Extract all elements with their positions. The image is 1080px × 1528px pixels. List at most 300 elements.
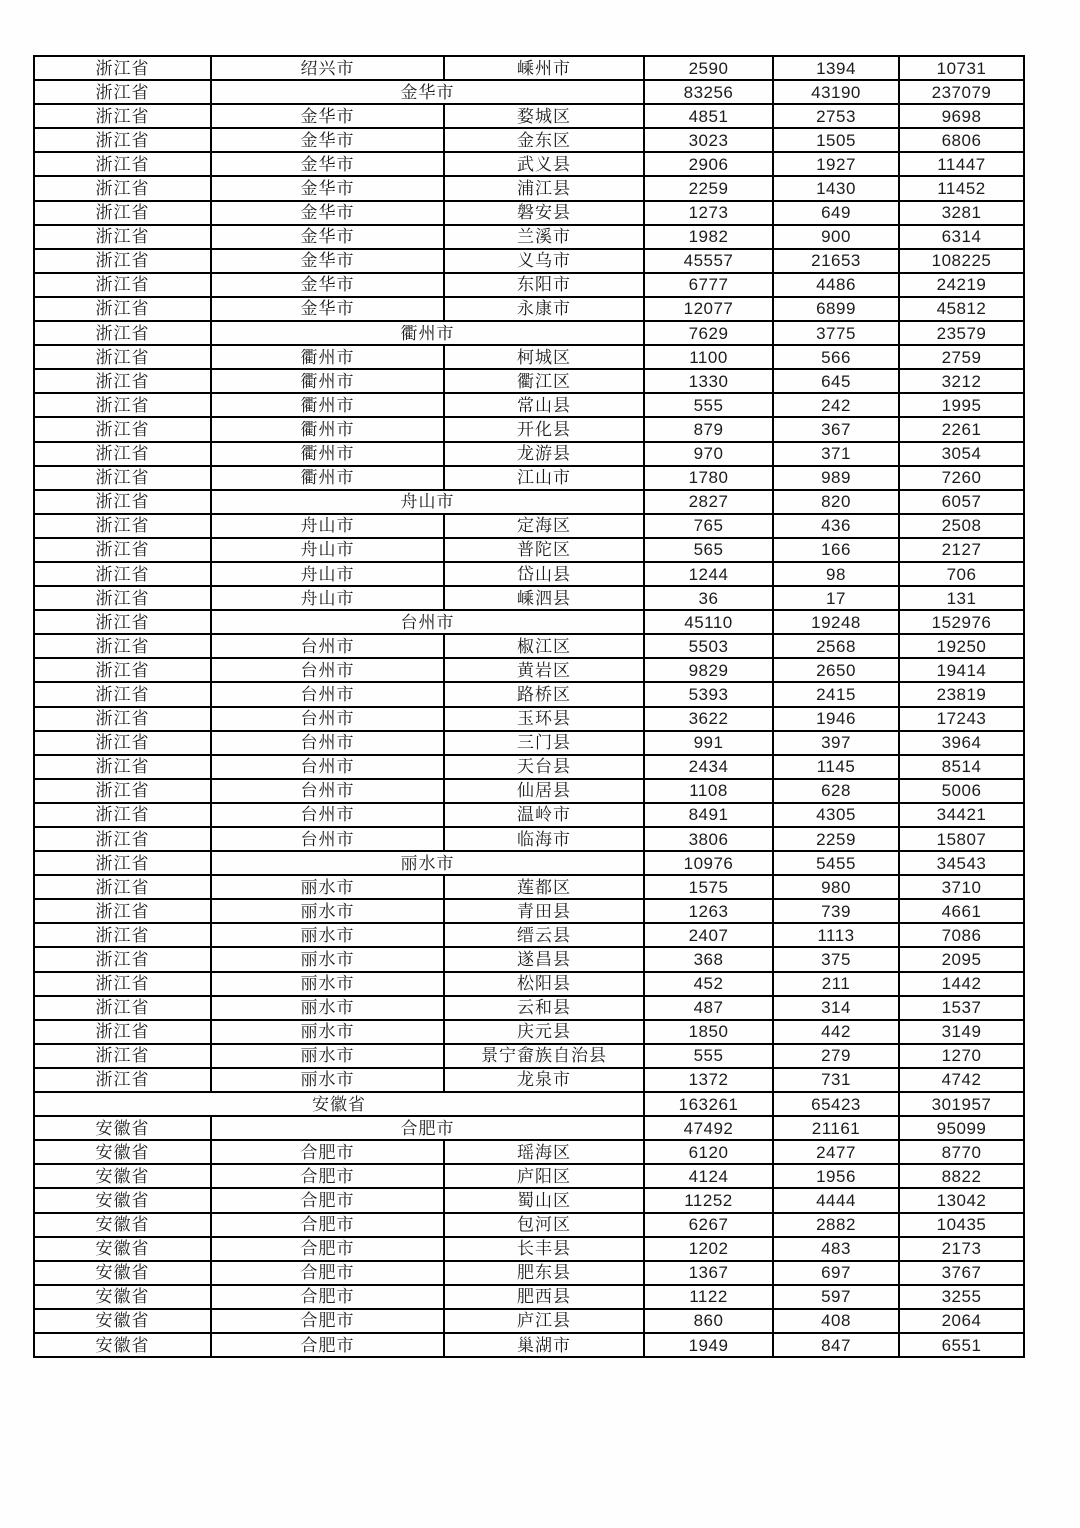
table-row bbox=[34, 779, 1024, 803]
value3-cell: 1270 bbox=[899, 1044, 1024, 1068]
district-cell: 开化县 bbox=[444, 417, 644, 441]
value2-cell: 483 bbox=[773, 1237, 899, 1261]
table-row bbox=[34, 393, 1024, 417]
table-row bbox=[34, 514, 1024, 538]
city-cell: 金华市 bbox=[211, 273, 444, 297]
value2-cell: 371 bbox=[773, 442, 899, 466]
value3-cell: 2173 bbox=[899, 1237, 1024, 1261]
value1-cell: 163261 bbox=[644, 1092, 773, 1116]
value3-cell: 11447 bbox=[899, 152, 1024, 176]
value2-cell: 4444 bbox=[773, 1188, 899, 1212]
province-cell: 安徽省 bbox=[34, 1309, 211, 1333]
value1-cell: 3622 bbox=[644, 707, 773, 731]
district-cell: 永康市 bbox=[444, 297, 644, 321]
city-cell: 丽水市 bbox=[211, 972, 444, 996]
value3-cell: 2508 bbox=[899, 514, 1024, 538]
value1-cell: 45557 bbox=[644, 249, 773, 273]
district-cell: 常山县 bbox=[444, 393, 644, 417]
value2-cell: 4305 bbox=[773, 803, 899, 827]
city-cell: 丽水市 bbox=[211, 947, 444, 971]
district-cell: 岱山县 bbox=[444, 562, 644, 586]
value1-cell: 11252 bbox=[644, 1188, 773, 1212]
value2-cell: 43190 bbox=[773, 80, 899, 104]
province-cell: 浙江省 bbox=[34, 490, 211, 514]
province-cell: 安徽省 bbox=[34, 1333, 211, 1357]
district-cell: 武义县 bbox=[444, 152, 644, 176]
city-cell: 合肥市 bbox=[211, 1140, 444, 1164]
city-cell: 合肥市 bbox=[211, 1285, 444, 1309]
province-cell: 浙江省 bbox=[34, 152, 211, 176]
value1-cell: 765 bbox=[644, 514, 773, 538]
district-cell: 仙居县 bbox=[444, 779, 644, 803]
province-cell: 浙江省 bbox=[34, 273, 211, 297]
city-cell: 金华市 bbox=[211, 297, 444, 321]
district-cell: 长丰县 bbox=[444, 1237, 644, 1261]
province-cell: 浙江省 bbox=[34, 321, 211, 345]
value2-cell: 65423 bbox=[773, 1092, 899, 1116]
district-cell: 路桥区 bbox=[444, 682, 644, 706]
table-row bbox=[34, 1140, 1024, 1164]
province-cell: 浙江省 bbox=[34, 610, 211, 634]
city-cell: 台州市 bbox=[211, 634, 444, 658]
value3-cell: 19414 bbox=[899, 658, 1024, 682]
province-cell: 浙江省 bbox=[34, 201, 211, 225]
value3-cell: 34421 bbox=[899, 803, 1024, 827]
city-cell: 衢州市 bbox=[211, 442, 444, 466]
value3-cell: 6057 bbox=[899, 490, 1024, 514]
province-cell: 浙江省 bbox=[34, 176, 211, 200]
value1-cell: 6267 bbox=[644, 1213, 773, 1237]
city-cell: 舟山市 bbox=[211, 562, 444, 586]
value2-cell: 2650 bbox=[773, 658, 899, 682]
district-cell: 嵊泗县 bbox=[444, 586, 644, 610]
value3-cell: 13042 bbox=[899, 1188, 1024, 1212]
table-row bbox=[34, 610, 1024, 634]
value2-cell: 1430 bbox=[773, 176, 899, 200]
city-cell: 台州市 bbox=[211, 682, 444, 706]
value1-cell: 1330 bbox=[644, 369, 773, 393]
province-cell: 安徽省 bbox=[34, 1164, 211, 1188]
province-cell: 浙江省 bbox=[34, 731, 211, 755]
value1-cell: 1372 bbox=[644, 1068, 773, 1092]
value2-cell: 900 bbox=[773, 225, 899, 249]
district-cell: 庐阳区 bbox=[444, 1164, 644, 1188]
district-cell: 临海市 bbox=[444, 827, 644, 851]
value2-cell: 1394 bbox=[773, 56, 899, 80]
table-row bbox=[34, 1116, 1024, 1140]
district-cell: 普陀区 bbox=[444, 538, 644, 562]
table-row bbox=[34, 1020, 1024, 1044]
city-summary-cell: 合肥市 bbox=[211, 1116, 644, 1140]
value2-cell: 6899 bbox=[773, 297, 899, 321]
value1-cell: 47492 bbox=[644, 1116, 773, 1140]
table-row bbox=[34, 851, 1024, 875]
province-cell: 浙江省 bbox=[34, 104, 211, 128]
table-row bbox=[34, 152, 1024, 176]
value1-cell: 3806 bbox=[644, 827, 773, 851]
city-cell: 衢州市 bbox=[211, 345, 444, 369]
value1-cell: 1100 bbox=[644, 345, 773, 369]
district-cell: 遂昌县 bbox=[444, 947, 644, 971]
value2-cell: 408 bbox=[773, 1309, 899, 1333]
province-cell: 浙江省 bbox=[34, 851, 211, 875]
table-row bbox=[34, 321, 1024, 345]
province-cell: 浙江省 bbox=[34, 1044, 211, 1068]
table-row bbox=[34, 923, 1024, 947]
value1-cell: 1982 bbox=[644, 225, 773, 249]
value2-cell: 649 bbox=[773, 201, 899, 225]
value1-cell: 1244 bbox=[644, 562, 773, 586]
value1-cell: 368 bbox=[644, 947, 773, 971]
value2-cell: 989 bbox=[773, 466, 899, 490]
value1-cell: 1263 bbox=[644, 899, 773, 923]
district-cell: 嵊州市 bbox=[444, 56, 644, 80]
table-row bbox=[34, 490, 1024, 514]
table-row bbox=[34, 1237, 1024, 1261]
province-cell: 浙江省 bbox=[34, 225, 211, 249]
value1-cell: 2434 bbox=[644, 755, 773, 779]
province-cell: 浙江省 bbox=[34, 514, 211, 538]
district-cell: 椒江区 bbox=[444, 634, 644, 658]
district-cell: 东阳市 bbox=[444, 273, 644, 297]
value1-cell: 4851 bbox=[644, 104, 773, 128]
province-cell: 浙江省 bbox=[34, 634, 211, 658]
city-cell: 台州市 bbox=[211, 827, 444, 851]
district-cell: 黄岩区 bbox=[444, 658, 644, 682]
table-row bbox=[34, 80, 1024, 104]
table-row bbox=[34, 417, 1024, 441]
value1-cell: 2906 bbox=[644, 152, 773, 176]
city-cell: 丽水市 bbox=[211, 996, 444, 1020]
district-cell: 云和县 bbox=[444, 996, 644, 1020]
district-cell: 江山市 bbox=[444, 466, 644, 490]
value3-cell: 8770 bbox=[899, 1140, 1024, 1164]
province-cell: 浙江省 bbox=[34, 417, 211, 441]
value3-cell: 24219 bbox=[899, 273, 1024, 297]
value3-cell: 108225 bbox=[899, 249, 1024, 273]
district-cell: 青田县 bbox=[444, 899, 644, 923]
table-row bbox=[34, 1068, 1024, 1092]
table-row bbox=[34, 875, 1024, 899]
district-cell: 龙泉市 bbox=[444, 1068, 644, 1092]
value3-cell: 45812 bbox=[899, 297, 1024, 321]
value2-cell: 1145 bbox=[773, 755, 899, 779]
value1-cell: 1122 bbox=[644, 1285, 773, 1309]
city-cell: 舟山市 bbox=[211, 514, 444, 538]
value2-cell: 211 bbox=[773, 972, 899, 996]
value2-cell: 628 bbox=[773, 779, 899, 803]
province-cell: 浙江省 bbox=[34, 128, 211, 152]
table-row bbox=[34, 947, 1024, 971]
table-row bbox=[34, 972, 1024, 996]
district-cell: 玉环县 bbox=[444, 707, 644, 731]
table-row bbox=[34, 731, 1024, 755]
value2-cell: 2882 bbox=[773, 1213, 899, 1237]
value1-cell: 5503 bbox=[644, 634, 773, 658]
value3-cell: 4742 bbox=[899, 1068, 1024, 1092]
value3-cell: 5006 bbox=[899, 779, 1024, 803]
value2-cell: 566 bbox=[773, 345, 899, 369]
value3-cell: 131 bbox=[899, 586, 1024, 610]
value1-cell: 860 bbox=[644, 1309, 773, 1333]
city-cell: 合肥市 bbox=[211, 1213, 444, 1237]
table-row bbox=[34, 345, 1024, 369]
value1-cell: 3023 bbox=[644, 128, 773, 152]
province-cell: 浙江省 bbox=[34, 803, 211, 827]
value3-cell: 2261 bbox=[899, 417, 1024, 441]
province-cell: 浙江省 bbox=[34, 1068, 211, 1092]
value3-cell: 6551 bbox=[899, 1333, 1024, 1357]
table-row bbox=[34, 1333, 1024, 1357]
city-cell: 衢州市 bbox=[211, 393, 444, 417]
value2-cell: 17 bbox=[773, 586, 899, 610]
district-cell: 庆元县 bbox=[444, 1020, 644, 1044]
value1-cell: 45110 bbox=[644, 610, 773, 634]
district-cell: 温岭市 bbox=[444, 803, 644, 827]
value3-cell: 3149 bbox=[899, 1020, 1024, 1044]
value2-cell: 1956 bbox=[773, 1164, 899, 1188]
city-cell: 衢州市 bbox=[211, 466, 444, 490]
value1-cell: 452 bbox=[644, 972, 773, 996]
table-row bbox=[34, 899, 1024, 923]
district-cell: 柯城区 bbox=[444, 345, 644, 369]
value2-cell: 697 bbox=[773, 1261, 899, 1285]
province-cell: 浙江省 bbox=[34, 393, 211, 417]
table-row bbox=[34, 56, 1024, 80]
city-cell: 合肥市 bbox=[211, 1333, 444, 1357]
province-cell: 安徽省 bbox=[34, 1140, 211, 1164]
table-body bbox=[34, 56, 1024, 1357]
value3-cell: 4661 bbox=[899, 899, 1024, 923]
value2-cell: 731 bbox=[773, 1068, 899, 1092]
district-cell: 三门县 bbox=[444, 731, 644, 755]
value2-cell: 3775 bbox=[773, 321, 899, 345]
value1-cell: 1108 bbox=[644, 779, 773, 803]
value3-cell: 15807 bbox=[899, 827, 1024, 851]
value1-cell: 1367 bbox=[644, 1261, 773, 1285]
province-cell: 浙江省 bbox=[34, 658, 211, 682]
value3-cell: 19250 bbox=[899, 634, 1024, 658]
value2-cell: 1505 bbox=[773, 128, 899, 152]
value2-cell: 242 bbox=[773, 393, 899, 417]
value2-cell: 279 bbox=[773, 1044, 899, 1068]
table-row bbox=[34, 634, 1024, 658]
value3-cell: 34543 bbox=[899, 851, 1024, 875]
value2-cell: 442 bbox=[773, 1020, 899, 1044]
value3-cell: 8822 bbox=[899, 1164, 1024, 1188]
value3-cell: 301957 bbox=[899, 1092, 1024, 1116]
value1-cell: 5393 bbox=[644, 682, 773, 706]
table-row bbox=[34, 176, 1024, 200]
table-row bbox=[34, 466, 1024, 490]
district-cell: 包河区 bbox=[444, 1213, 644, 1237]
city-summary-cell: 舟山市 bbox=[211, 490, 644, 514]
value3-cell: 17243 bbox=[899, 707, 1024, 731]
city-summary-cell: 衢州市 bbox=[211, 321, 644, 345]
value3-cell: 10731 bbox=[899, 56, 1024, 80]
value1-cell: 1780 bbox=[644, 466, 773, 490]
province-cell: 浙江省 bbox=[34, 56, 211, 80]
province-cell: 浙江省 bbox=[34, 369, 211, 393]
value2-cell: 166 bbox=[773, 538, 899, 562]
province-cell: 浙江省 bbox=[34, 1020, 211, 1044]
value1-cell: 6120 bbox=[644, 1140, 773, 1164]
value2-cell: 367 bbox=[773, 417, 899, 441]
city-cell: 金华市 bbox=[211, 152, 444, 176]
province-cell: 浙江省 bbox=[34, 297, 211, 321]
province-cell: 浙江省 bbox=[34, 899, 211, 923]
district-cell: 衢江区 bbox=[444, 369, 644, 393]
city-cell: 丽水市 bbox=[211, 1020, 444, 1044]
province-cell: 浙江省 bbox=[34, 538, 211, 562]
value1-cell: 2407 bbox=[644, 923, 773, 947]
table-row bbox=[34, 1213, 1024, 1237]
district-cell: 瑶海区 bbox=[444, 1140, 644, 1164]
table-row bbox=[34, 538, 1024, 562]
value2-cell: 21161 bbox=[773, 1116, 899, 1140]
table-row bbox=[34, 1261, 1024, 1285]
value2-cell: 375 bbox=[773, 947, 899, 971]
value2-cell: 4486 bbox=[773, 273, 899, 297]
value1-cell: 6777 bbox=[644, 273, 773, 297]
value2-cell: 2259 bbox=[773, 827, 899, 851]
city-cell: 丽水市 bbox=[211, 923, 444, 947]
district-cell: 庐江县 bbox=[444, 1309, 644, 1333]
value2-cell: 1946 bbox=[773, 707, 899, 731]
city-cell: 衢州市 bbox=[211, 369, 444, 393]
province-cell: 浙江省 bbox=[34, 586, 211, 610]
district-cell: 肥东县 bbox=[444, 1261, 644, 1285]
value3-cell: 11452 bbox=[899, 176, 1024, 200]
province-cell: 浙江省 bbox=[34, 442, 211, 466]
district-cell: 巢湖市 bbox=[444, 1333, 644, 1357]
value3-cell: 2064 bbox=[899, 1309, 1024, 1333]
value2-cell: 397 bbox=[773, 731, 899, 755]
city-cell: 丽水市 bbox=[211, 899, 444, 923]
table-row bbox=[34, 996, 1024, 1020]
value1-cell: 4124 bbox=[644, 1164, 773, 1188]
value1-cell: 2590 bbox=[644, 56, 773, 80]
value2-cell: 19248 bbox=[773, 610, 899, 634]
table-row bbox=[34, 442, 1024, 466]
city-cell: 金华市 bbox=[211, 128, 444, 152]
district-cell: 肥西县 bbox=[444, 1285, 644, 1309]
province-cell: 浙江省 bbox=[34, 827, 211, 851]
table-row bbox=[34, 707, 1024, 731]
table-row bbox=[34, 297, 1024, 321]
value1-cell: 2259 bbox=[644, 176, 773, 200]
value1-cell: 1850 bbox=[644, 1020, 773, 1044]
value2-cell: 980 bbox=[773, 875, 899, 899]
table-row bbox=[34, 827, 1024, 851]
table-row bbox=[34, 755, 1024, 779]
region-statistics-table bbox=[33, 55, 1025, 1358]
table-row bbox=[34, 225, 1024, 249]
city-cell: 舟山市 bbox=[211, 538, 444, 562]
city-cell: 丽水市 bbox=[211, 1044, 444, 1068]
value2-cell: 847 bbox=[773, 1333, 899, 1357]
value3-cell: 2759 bbox=[899, 345, 1024, 369]
city-cell: 台州市 bbox=[211, 755, 444, 779]
value3-cell: 152976 bbox=[899, 610, 1024, 634]
value2-cell: 2568 bbox=[773, 634, 899, 658]
district-cell: 龙游县 bbox=[444, 442, 644, 466]
table-row bbox=[34, 273, 1024, 297]
city-cell: 台州市 bbox=[211, 707, 444, 731]
district-cell: 婺城区 bbox=[444, 104, 644, 128]
province-cell: 安徽省 bbox=[34, 1213, 211, 1237]
value1-cell: 1202 bbox=[644, 1237, 773, 1261]
value2-cell: 597 bbox=[773, 1285, 899, 1309]
value3-cell: 7086 bbox=[899, 923, 1024, 947]
city-cell: 舟山市 bbox=[211, 586, 444, 610]
table-row bbox=[34, 1092, 1024, 1116]
value1-cell: 1273 bbox=[644, 201, 773, 225]
value1-cell: 970 bbox=[644, 442, 773, 466]
value3-cell: 706 bbox=[899, 562, 1024, 586]
district-cell: 松阳县 bbox=[444, 972, 644, 996]
value1-cell: 555 bbox=[644, 393, 773, 417]
value1-cell: 487 bbox=[644, 996, 773, 1020]
province-cell: 安徽省 bbox=[34, 1285, 211, 1309]
table-row bbox=[34, 562, 1024, 586]
value2-cell: 314 bbox=[773, 996, 899, 1020]
table-row bbox=[34, 682, 1024, 706]
value2-cell: 1927 bbox=[773, 152, 899, 176]
value1-cell: 565 bbox=[644, 538, 773, 562]
city-cell: 绍兴市 bbox=[211, 56, 444, 80]
district-cell: 金东区 bbox=[444, 128, 644, 152]
city-cell: 合肥市 bbox=[211, 1309, 444, 1333]
city-cell: 金华市 bbox=[211, 225, 444, 249]
province-cell: 安徽省 bbox=[34, 1237, 211, 1261]
city-cell: 丽水市 bbox=[211, 1068, 444, 1092]
value2-cell: 645 bbox=[773, 369, 899, 393]
value3-cell: 10435 bbox=[899, 1213, 1024, 1237]
city-cell: 台州市 bbox=[211, 658, 444, 682]
value3-cell: 8514 bbox=[899, 755, 1024, 779]
value2-cell: 2477 bbox=[773, 1140, 899, 1164]
value1-cell: 10976 bbox=[644, 851, 773, 875]
value2-cell: 2753 bbox=[773, 104, 899, 128]
value3-cell: 237079 bbox=[899, 80, 1024, 104]
city-cell: 衢州市 bbox=[211, 417, 444, 441]
table-row bbox=[34, 586, 1024, 610]
province-cell: 浙江省 bbox=[34, 947, 211, 971]
table-row bbox=[34, 104, 1024, 128]
province-cell: 浙江省 bbox=[34, 779, 211, 803]
value2-cell: 820 bbox=[773, 490, 899, 514]
district-cell: 景宁畲族自治县 bbox=[444, 1044, 644, 1068]
value3-cell: 3255 bbox=[899, 1285, 1024, 1309]
value1-cell: 12077 bbox=[644, 297, 773, 321]
district-cell: 莲都区 bbox=[444, 875, 644, 899]
value2-cell: 436 bbox=[773, 514, 899, 538]
value1-cell: 8491 bbox=[644, 803, 773, 827]
city-cell: 台州市 bbox=[211, 803, 444, 827]
value3-cell: 3964 bbox=[899, 731, 1024, 755]
value1-cell: 1949 bbox=[644, 1333, 773, 1357]
value1-cell: 991 bbox=[644, 731, 773, 755]
value3-cell: 23819 bbox=[899, 682, 1024, 706]
district-cell: 浦江县 bbox=[444, 176, 644, 200]
district-cell: 义乌市 bbox=[444, 249, 644, 273]
value3-cell: 23579 bbox=[899, 321, 1024, 345]
table-row bbox=[34, 1188, 1024, 1212]
province-cell: 浙江省 bbox=[34, 80, 211, 104]
value2-cell: 739 bbox=[773, 899, 899, 923]
value3-cell: 9698 bbox=[899, 104, 1024, 128]
